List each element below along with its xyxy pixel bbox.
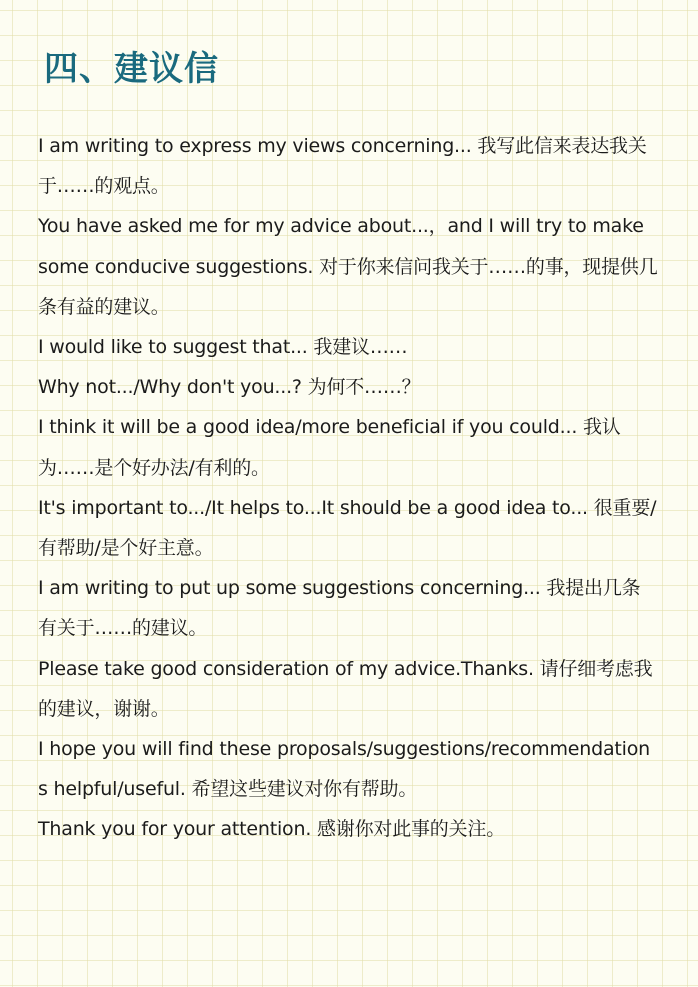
phrase-item: It's important to.../It helps to...It should be a good idea to... 很重要/有帮助/是个好主意。	[38, 496, 657, 560]
phrase-item: Thank you for your attention. 感谢你对此事的关注。	[38, 818, 506, 841]
page-title: 四、建议信	[44, 49, 219, 89]
phrase-item: Please take good consideration of my advice.Thanks. 请仔细考虑我的建议，谢谢。	[38, 657, 653, 720]
phrase-item: You have asked me for my advice about...，and I will try to make some conducive suggestions. 对于你来信问我关于……的事，现提供几条有益的建议。	[38, 215, 658, 318]
phrase-list	[38, 126, 658, 850]
phrase-item: I hope you will find these proposals/suggestions/recommendations helpful/useful. 希望这些建议对你有帮助。	[38, 738, 651, 801]
phrase-item: I am writing to express my views concerning... 我写此信来表达我关于……的观点。	[38, 135, 647, 198]
phrase-item: I would like to suggest that... 我建议……	[38, 336, 408, 359]
phrase-item: I think it will be a good idea/more beneficial if you could... 我认为……是个好办法/有利的。	[38, 416, 621, 479]
phrase-item: Why not.../Why don't you...? 为何不……？	[38, 376, 421, 399]
phrase-item: I am writing to put up some suggestions concerning... 我提出几条有关于……的建议。	[38, 577, 641, 640]
